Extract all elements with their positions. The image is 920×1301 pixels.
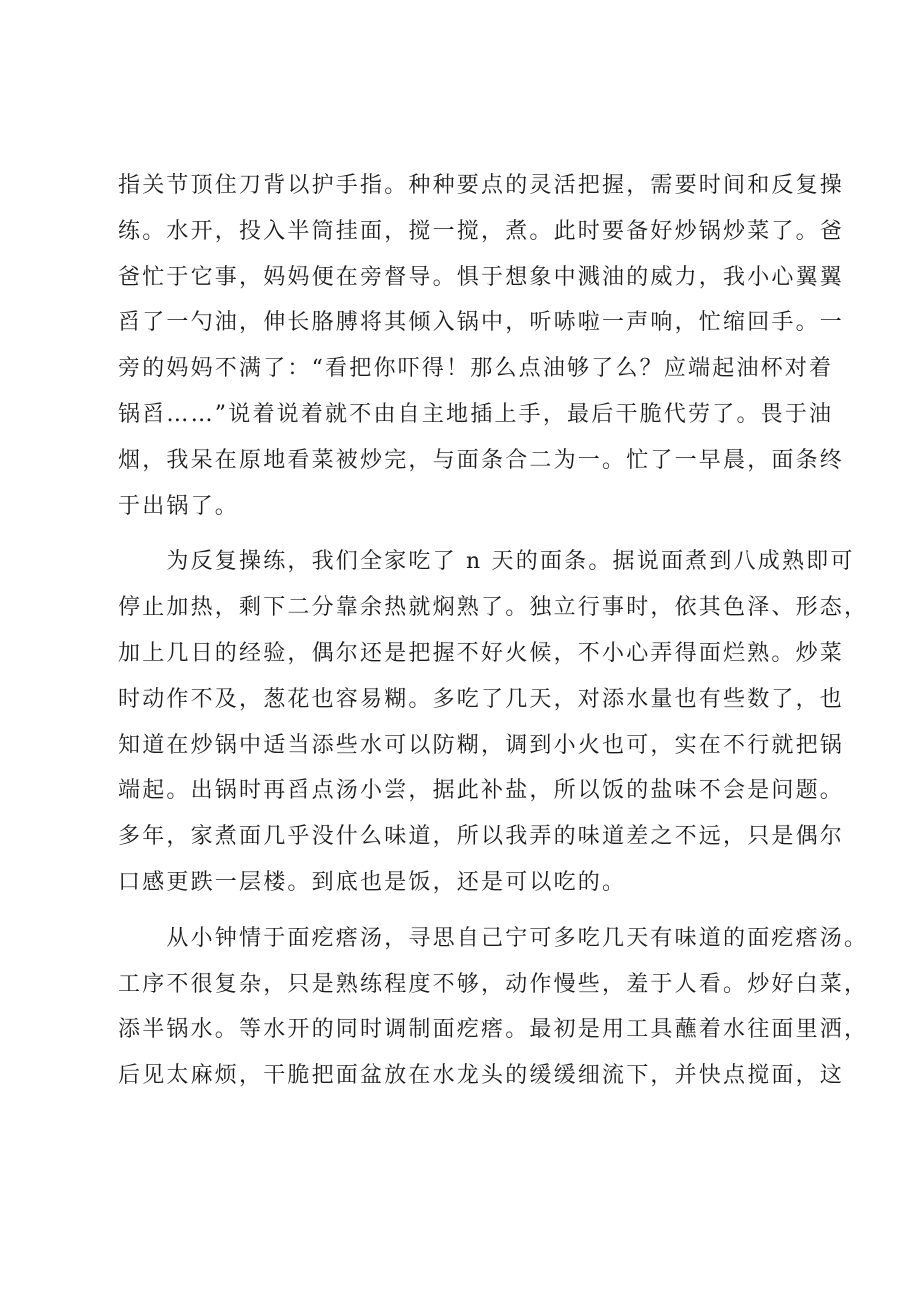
text-line: 爸忙于它事，妈妈便在旁督导。惧于想象中溅油的威力，我小心翼翼 [118, 264, 845, 290]
text-line: 停止加热，剩下二分靠余热就焖熟了。独立行事时，依其色泽、形态， [118, 595, 869, 621]
text-line: 口感更跌一层楼。到底也是饭，还是可以吃的。 [118, 869, 627, 895]
text-line: 知道在炒锅中适当添些水可以防糊，调到小火也可，实在不行就把锅 [118, 732, 845, 758]
text-line: 烟，我呆在原地看菜被炒完，与面条合二为一。忙了一早晨，面条终 [118, 447, 845, 473]
paragraph-3 [118, 916, 869, 1099]
text-line: 指关节顶住刀背以护手指。种种要点的灵活把握，需要时间和反复操 [118, 173, 845, 198]
text-line: 锅舀……”说着说着就不由自主地插上手，最后干脆代劳了。畏于油 [118, 401, 834, 427]
text-line: 多年，家煮面几乎没什么味道，所以我弄的味道差之不远，只是偶尔 [118, 824, 845, 850]
text-line: 舀了一勺油，伸长胳膊将其倾入锅中，听哧啦一声响，忙缩回手。一 [118, 310, 845, 336]
text-line: 练。水开，投入半筒挂面，搅一搅，煮。此时要备好炒锅炒菜了。爸 [118, 218, 845, 244]
paragraph-spacer [118, 906, 818, 916]
text-line: 后见太麻烦，干脆把面盆放在水龙头的缓缓细流下，并快点搅面，这 [118, 1063, 845, 1089]
paragraph-1 [118, 163, 845, 529]
text-line: 旁的妈妈不满了：“看把你吓得！那么点油够了么？应端起油杯对着 [118, 356, 834, 382]
text-line: 于出锅了。 [118, 493, 240, 519]
text-line: 加上几日的经验，偶尔还是把握不好火候，不小心弄得面烂熟。炒菜 [118, 640, 845, 666]
paragraph-spacer [118, 529, 818, 539]
text-line: 添半锅水。等水开的同时调制面疙瘩。最初是用工具蘸着水往面里洒， [118, 1017, 869, 1043]
paragraph-2 [118, 539, 869, 905]
text-line: 工序不很复杂，只是熟练程度不够，动作慢些，羞于人看。炒好白菜， [118, 971, 869, 997]
body-text [118, 163, 869, 1099]
text-line: 从小钟情于面疙瘩汤，寻思自己宁可多吃几天有味道的面疙瘩汤。 [118, 925, 869, 951]
text-line: 为反复操练，我们全家吃了 n 天的面条。据说面煮到八成熟即可 [118, 549, 855, 575]
text-line: 端起。出锅时再舀点汤小尝，据此补盐，所以饭的盐味不会是问题。 [118, 778, 845, 804]
text-line: 时动作不及，葱花也容易糊。多吃了几天，对添水量也有些数了，也 [118, 686, 845, 712]
